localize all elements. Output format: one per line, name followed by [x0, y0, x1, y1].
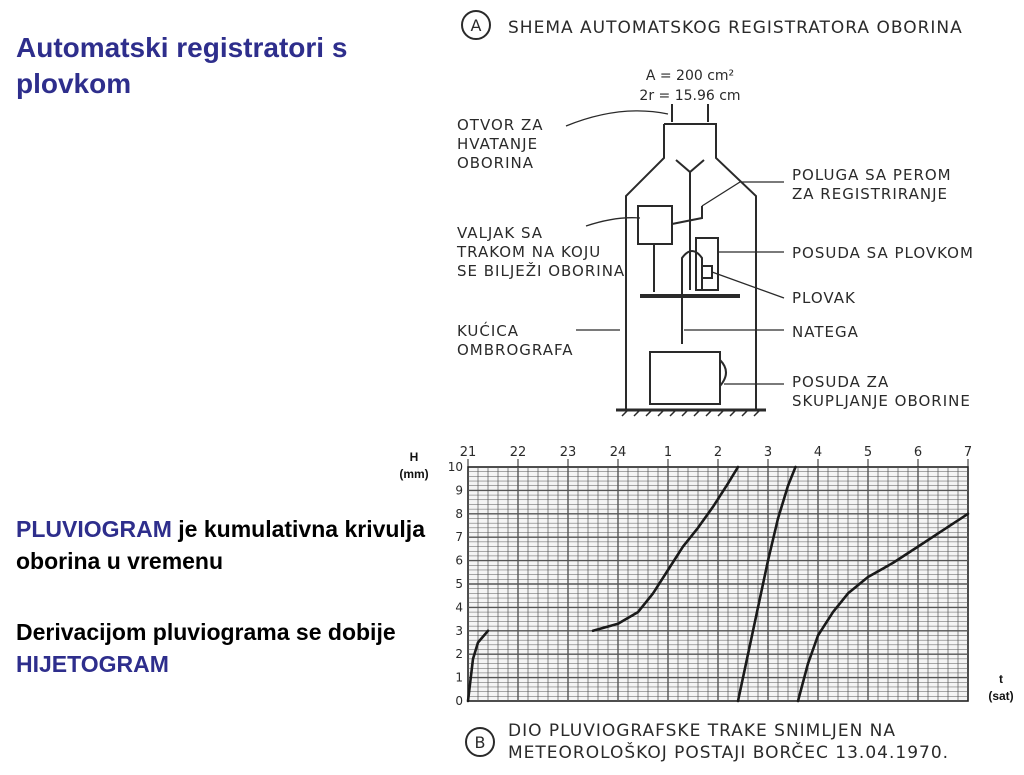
- x-tick-label: 6: [913, 445, 923, 460]
- x-tick-label: 23: [559, 445, 577, 460]
- label-vessel: POSUDA SA PLOVKOM: [792, 244, 974, 262]
- label-siphon: NATEGA: [792, 323, 859, 341]
- label-drum-2: TRAKOM NA KOJU: [457, 243, 602, 261]
- pen-lever: [672, 206, 702, 224]
- chart-caption: [466, 721, 949, 763]
- y-tick-label: 7: [455, 530, 463, 545]
- label-housing-2: OMBROGRAFA: [457, 341, 574, 359]
- y-tick-label: 3: [455, 623, 463, 638]
- x-tick-label: 2: [713, 445, 723, 460]
- pluviogram-definition-text: je kumulativna krivulja oborina u vremenu: [16, 516, 425, 574]
- pluviogram-definition: [16, 513, 426, 577]
- rain-gauge-figure: [399, 0, 1024, 775]
- y-axis-label: H: [409, 450, 419, 464]
- label-drum-1: VALJAK SA: [457, 224, 544, 242]
- x-axis-unit: (sat): [988, 689, 1014, 703]
- x-axis-label: t: [999, 672, 1003, 686]
- schematic-title: SHEMA AUTOMATSKOG REGISTRATORA OBORINA: [508, 18, 963, 38]
- y-tick-label: 10: [447, 460, 463, 474]
- y-tick-label: 2: [455, 647, 463, 662]
- caption-line-1: DIO PLUVIOGRAFSKE TRAKE SNIMLJEN NA: [508, 721, 897, 741]
- label-float: PLOVAK: [792, 289, 856, 307]
- caption-line-2: METEOROLOŠKOJ POSTAJI BORČEC 13.04.1970.: [508, 743, 950, 763]
- label-inlet-1: OTVOR ZA: [457, 116, 544, 134]
- collecting-vessel: [650, 352, 720, 404]
- funnel-neck: [676, 160, 704, 172]
- x-tick-label: 1: [663, 445, 673, 460]
- label-inlet-2: HVATANJE: [457, 135, 539, 153]
- derivation-text: Derivacijom pluviograma se dobije: [16, 619, 396, 645]
- pluviogram-chart: [399, 445, 1013, 708]
- y-tick-label: 6: [455, 553, 463, 568]
- leader-inlet: [566, 111, 668, 126]
- ombrograph-drawing: [616, 104, 766, 416]
- x-tick-label: 22: [509, 445, 527, 460]
- label-collector-1: POSUDA ZA: [792, 373, 890, 391]
- hyetogram-derivation: [16, 616, 426, 680]
- float: [702, 266, 712, 278]
- leader-lever: [702, 182, 784, 206]
- label-inlet-3: OBORINA: [457, 154, 534, 172]
- label-housing-1: KUĆICA: [457, 322, 520, 340]
- schematic-labels: [456, 116, 974, 410]
- x-tick-label: 7: [963, 445, 973, 460]
- funnel-area: A = 200 cm²: [645, 68, 735, 84]
- schematic-header: [462, 11, 963, 104]
- y-tick-label: 5: [455, 577, 463, 591]
- y-axis-unit: (mm): [399, 467, 429, 481]
- label-lever-2: ZA REGISTRIRANJE: [792, 185, 948, 203]
- hyetogram-term: HIJETOGRAM: [16, 651, 169, 677]
- x-tick-label: 21: [459, 445, 477, 460]
- y-tick-label: 8: [455, 506, 463, 521]
- funnel-diameter: 2r = 15.96 cm: [639, 88, 741, 104]
- x-tick-label: 4: [813, 445, 823, 460]
- x-tick-label: 3: [763, 445, 773, 460]
- y-tick-label: 0: [455, 694, 463, 708]
- y-tick-label: 9: [455, 483, 463, 498]
- drum: [638, 206, 672, 244]
- float-vessel: [696, 238, 718, 290]
- slide-title: Automatski registratori s plovkom: [16, 32, 348, 99]
- y-tick-label: 1: [455, 670, 463, 685]
- label-drum-3: SE BILJEŽI OBORINA: [457, 262, 626, 280]
- figure-svg: [399, 0, 1024, 775]
- pluviogram-term: PLUVIOGRAM: [16, 516, 172, 542]
- leader-drum: [586, 218, 640, 226]
- marker-a: A: [470, 16, 482, 35]
- label-lever-1: POLUGA SA PEROM: [792, 166, 952, 184]
- marker-b: B: [474, 733, 486, 752]
- x-tick-label: 5: [863, 445, 873, 460]
- inlet-arrow: [672, 104, 708, 122]
- y-tick-label: 4: [455, 600, 463, 615]
- x-tick-label: 24: [609, 445, 627, 460]
- label-collector-2: SKUPLJANJE OBORINE: [792, 392, 971, 410]
